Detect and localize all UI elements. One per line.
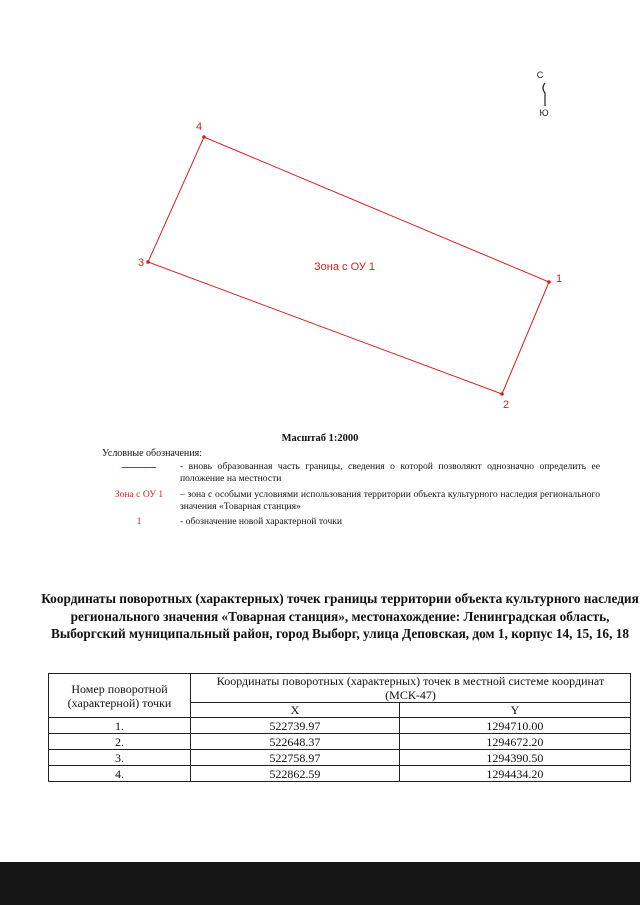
legend-desc-point: - обозначение новой характерной точки [180,516,343,527]
cell-y: 1294434.20 [399,766,630,782]
boundary-point-4 [202,135,206,139]
header-point-number: Номер поворотной (характерной) точки [49,674,191,718]
boundary-point-1 [547,280,551,284]
cell-num: 2. [49,734,191,750]
compass-arrow-icon [543,83,545,106]
table-row [49,750,631,766]
legend-desc-boundary: - вновь образованная часть границы, сведения о которой позволяют однозначно определить ее положение на местности [180,461,600,484]
cell-x: 522648.37 [191,734,400,750]
compass-south-label: Ю [539,108,549,118]
cell-y: 1294672.20 [399,734,630,750]
table-row [49,766,631,782]
header-coordinates: Координаты поворотных (характерных) точек в местной системе координат (МСК-47) [191,674,631,703]
table-row [49,734,631,750]
legend-red-line-icon [122,467,156,468]
scale-label: Масштаб 1:2000 [281,433,359,444]
site-plan [0,0,640,430]
legend-title: Условные обозначения: [102,448,203,459]
cell-y: 1294390.50 [399,750,630,766]
point-label-4: 4 [196,121,203,133]
boundary-point-2 [500,392,504,396]
cell-x: 522739.97 [191,718,400,734]
table-title: Координаты поворотных (характерных) точек границы территории объекта культурного наследия регионального значения «Товарная станция», местонахождение: Ленинградская область, Выборгский муниципальный район, город Выборг, улица Деповская, дом 1, корпус 14, 15, 16, 18 [41,591,639,641]
cell-num: 3. [49,750,191,766]
cell-num: 4. [49,766,191,782]
point-label-2: 2 [503,399,510,411]
legend-symbol-point: 1 [136,516,142,527]
legend-item-boundary [100,461,600,487]
point-label-1: 1 [556,273,563,285]
zone-label: Зона с ОУ 1 [314,261,376,273]
legend-item-zone [100,489,600,515]
legend-item-point [100,516,600,529]
legend-symbol-zone: Зона с ОУ 1 [114,489,164,500]
table-row [49,718,631,734]
coordinates-table [48,673,631,782]
cell-y: 1294710.00 [399,718,630,734]
cell-x: 522758.97 [191,750,400,766]
cell-x: 522862.59 [191,766,400,782]
scan-edge-band [0,862,640,905]
header-y: Y [399,703,630,718]
cell-num: 1. [49,718,191,734]
legend-desc-zone: – зона с особыми условиями использования территории объекта культурного наследия регионального значения «Товарная станция» [180,489,600,512]
compass-north-label: С [536,70,544,80]
header-x: X [191,703,400,718]
point-label-3: 3 [138,257,145,269]
boundary-point-3 [146,260,150,264]
